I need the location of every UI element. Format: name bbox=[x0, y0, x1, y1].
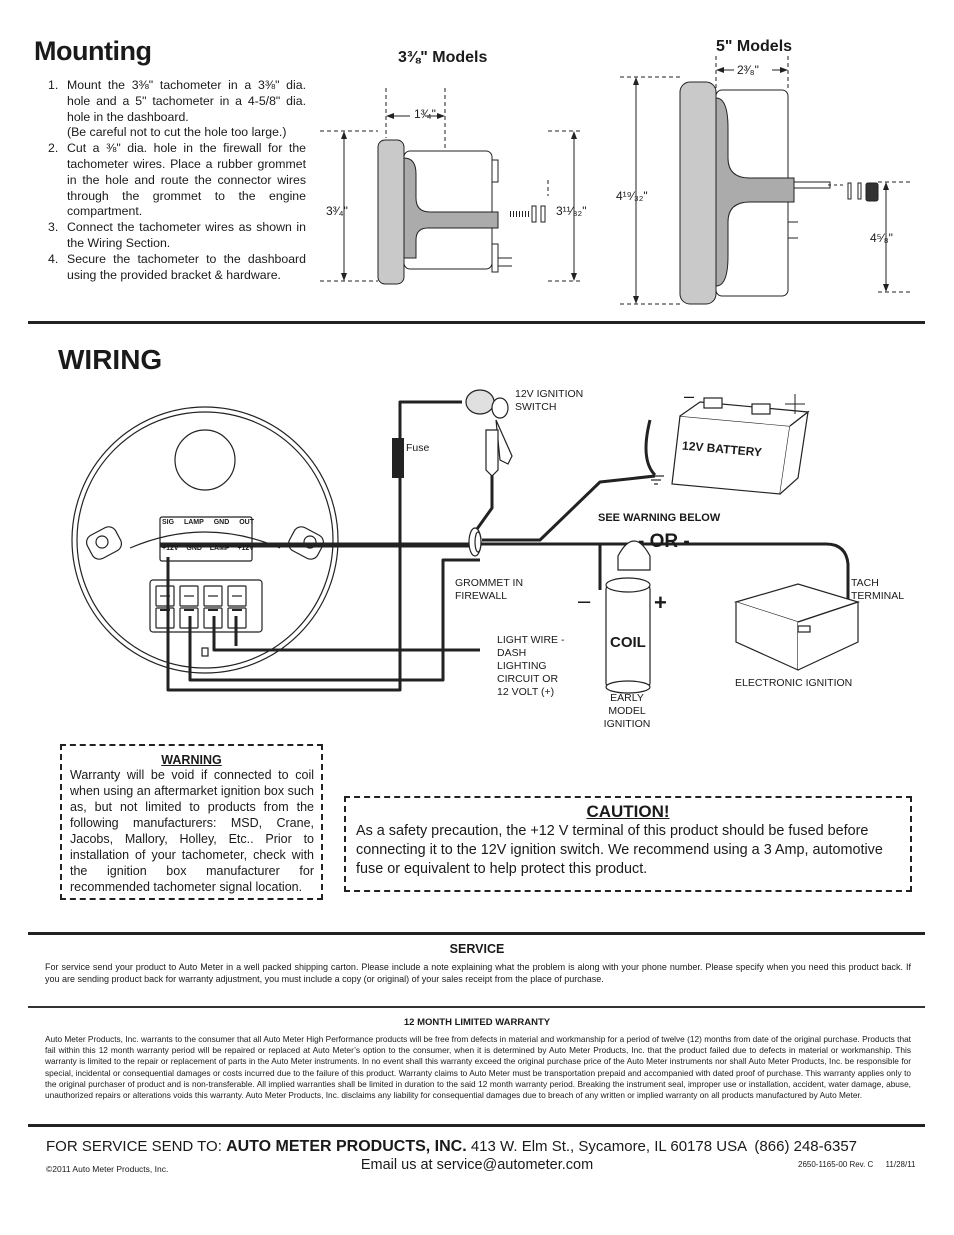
early-model-label: EARLY MODEL IGNITION bbox=[603, 692, 651, 730]
copyright: ©2011 Auto Meter Products, Inc. bbox=[46, 1164, 169, 1174]
footer-address: 413 W. Elm St., Sycamore, IL 60178 USA bbox=[470, 1138, 747, 1155]
service-title: SERVICE bbox=[449, 942, 505, 956]
gauge-terminal-row-bottom bbox=[162, 545, 254, 552]
small-height-dim: 3³⁄₄" bbox=[326, 204, 348, 218]
coil-label: COIL bbox=[610, 634, 646, 651]
small-depth-dim: 1³⁄₄" bbox=[414, 107, 436, 121]
mounting-step-text: Cut a ⅜" dia. hole in the firewall for the tachometer wires. Place a rubber grommet in the hole and route the connector wires through the grommet to the engine compartment. bbox=[67, 141, 306, 219]
gauge-terminal-row-top bbox=[162, 519, 254, 526]
footer-company: AUTO METER PRODUCTS, INC. bbox=[226, 1138, 467, 1155]
large-depth-dim: 2³⁄₈" bbox=[737, 63, 759, 77]
revision-date: 11/28/11 bbox=[885, 1160, 916, 1169]
warning-title: WARNING bbox=[161, 753, 222, 767]
mounting-step-text: Mount the 3⅜" tachometer in a 3⅜" dia. hole and a 5" tachometer in a 4-5/8" dia. hole in the dashboard. bbox=[67, 78, 306, 124]
warning-box bbox=[60, 744, 323, 900]
caution-title: CAUTION! bbox=[586, 802, 670, 821]
mounting-step-text: Connect the tachometer wires as shown in the Wiring Section. bbox=[67, 220, 306, 250]
gauge-terminal-label: +12V bbox=[237, 545, 254, 552]
footer-email: Email us at service@autometer.com bbox=[360, 1157, 594, 1173]
small-mount-dim: 3¹¹⁄₃₂" bbox=[556, 204, 587, 218]
large-model-label: 5" Models bbox=[716, 38, 793, 55]
gauge-terminal-label: GND bbox=[213, 519, 230, 526]
battery-minus-symbol: – bbox=[684, 386, 695, 406]
mounting-heading: Mounting bbox=[34, 36, 152, 66]
ignition-switch-label: 12V IGNITION SWITCH bbox=[515, 388, 584, 413]
caution-box bbox=[344, 796, 912, 892]
section-divider bbox=[28, 1124, 925, 1127]
mounting-step-3: 3. Connect the tachometer wires as shown in the Wiring Section. bbox=[48, 220, 306, 250]
warranty-text: Auto Meter Products, Inc. warrants to the consumer that all Auto Meter High Performance products will be free from defects in material and workmanship for a period of twelve (12) months from date of the original purchase. Products that fail within this 12 month warranty period will be repaired or replaced at Auto Meter’s option to the consumer, when it is determined by Auto Meter Products, Inc. that the product failed due to defects in material or workmanship. This warranty is limited to the repair or replacement of parts in the Auto Meter instruments. In no event shall this warranty exceed the original purchase price of the Auto Meter instruments nor shall Auto Meter Products, Inc. be responsible for special, incidental or consequential damages or costs incurred due to the failure of this product. Warranty claims to Auto Meter must be transportation prepaid and accompanied with dated proof of purchase. This warranty applies only to the original purchaser of product and is non-transferable. All implied warranties shall be limited in duration to the said 12 month warranty period. Breaking the instrument seal, improper use or installation, accident, water damage, abuse, unauthorized repairs or alterations voids this warranty. Auto Meter Products, Inc. disclaims any liability for consequential damages due to breach of any written or implied warranty on all products manufactured by Auto Meter. bbox=[45, 1034, 911, 1101]
or-label: - OR - bbox=[638, 531, 690, 552]
coil-minus-symbol: – bbox=[578, 588, 591, 613]
mounting-step-text: Secure the tachometer to the dashboard using the provided bracket & hardware. bbox=[67, 251, 306, 282]
see-warning-label: SEE WARNING BELOW bbox=[598, 512, 721, 524]
service-text: For service send your product to Auto Meter in a well packed shipping carton. Please include a note explaining what the problem is along with your phone number. Please specify when you need this product back. If you are sending product back for warranty adjustment, you must include a copy (or original) of your sales receipt from the place of purchase. bbox=[45, 962, 911, 984]
mounting-step-1: 1. Mount the 3⅜" tachometer in a 3⅜" dia. hole and a 5" tachometer in a 4-5/8" dia. hole in the dashboard. (Be careful not to cut the hole too large.) bbox=[48, 78, 306, 140]
part-number-text: 2650-1165-00 Rev. C bbox=[798, 1160, 874, 1169]
fuse-label: Fuse bbox=[406, 442, 430, 454]
part-number bbox=[798, 1160, 916, 1169]
battery-plus-symbol bbox=[785, 390, 786, 391]
mounting-step-4: 4. Secure the tachometer to the dashboard using the provided bracket & hardware. bbox=[48, 251, 306, 282]
gauge-terminal-label: LAMP bbox=[209, 545, 230, 552]
footer-phone: (866) 248-6357 bbox=[754, 1138, 857, 1155]
large-mount-dim: 4⁵⁄₈" bbox=[870, 231, 893, 245]
warranty-title: 12 MONTH LIMITED WARRANTY bbox=[403, 1017, 551, 1028]
warning-text: Warranty will be void if connected to coil when using an aftermarket ignition box such as, but not limited to products from the following manufacturers: MSD, Crane, Jacobs, Mallory, Holley, Etc.. Prior to installation of your tachometer, check with the ignition box manufacturer for recommended tachometer signal location. bbox=[70, 768, 314, 894]
mounting-diagram bbox=[0, 0, 954, 320]
section-divider bbox=[28, 321, 925, 324]
coil-plus-symbol: + bbox=[654, 590, 667, 615]
gauge-terminal-label: +12V bbox=[162, 545, 179, 552]
light-wire-label: LIGHT WIRE - DASH LIGHTING CIRCUIT OR 12 VOLT (+) bbox=[497, 634, 565, 698]
footer-prefix: FOR SERVICE SEND TO: bbox=[46, 1138, 222, 1155]
mounting-step-note: (Be careful not to cut the hole too large.) bbox=[67, 125, 287, 140]
gauge-terminal-label: OUT bbox=[239, 519, 254, 526]
grommet-label: GROMMET IN FIREWALL bbox=[455, 577, 524, 602]
gauge-terminal-label: GND bbox=[186, 545, 202, 552]
large-height-dim: 4¹⁹⁄₃₂" bbox=[616, 189, 648, 203]
tach-terminal-label: TACH TERMINAL bbox=[851, 577, 905, 602]
wiring-heading: WIRING bbox=[58, 344, 163, 375]
electronic-ignition-label: ELECTRONIC IGNITION bbox=[735, 677, 853, 689]
gauge-terminal-label: LAMP bbox=[183, 519, 204, 526]
footer-service-line bbox=[46, 1138, 857, 1156]
mounting-step-2: 2. Cut a ⅜" dia. hole in the firewall for the tachometer wires. Place a rubber grommet in the hole and route the connector wires through the grommet to the engine compartment. bbox=[48, 141, 306, 219]
battery-label: 12V BATTERY bbox=[681, 438, 763, 460]
section-divider bbox=[28, 1006, 925, 1008]
small-model-label: 3⅜" Models bbox=[398, 49, 488, 66]
section-divider bbox=[28, 932, 925, 935]
gauge-terminal-label: SIG bbox=[162, 519, 175, 526]
caution-text: As a safety precaution, the +12 V terminal of this product should be fused before connecting it to the 12V ignition switch. We recommend using a 3 Amp, automotive fuse or equivalent to help protect this product. bbox=[356, 823, 883, 877]
